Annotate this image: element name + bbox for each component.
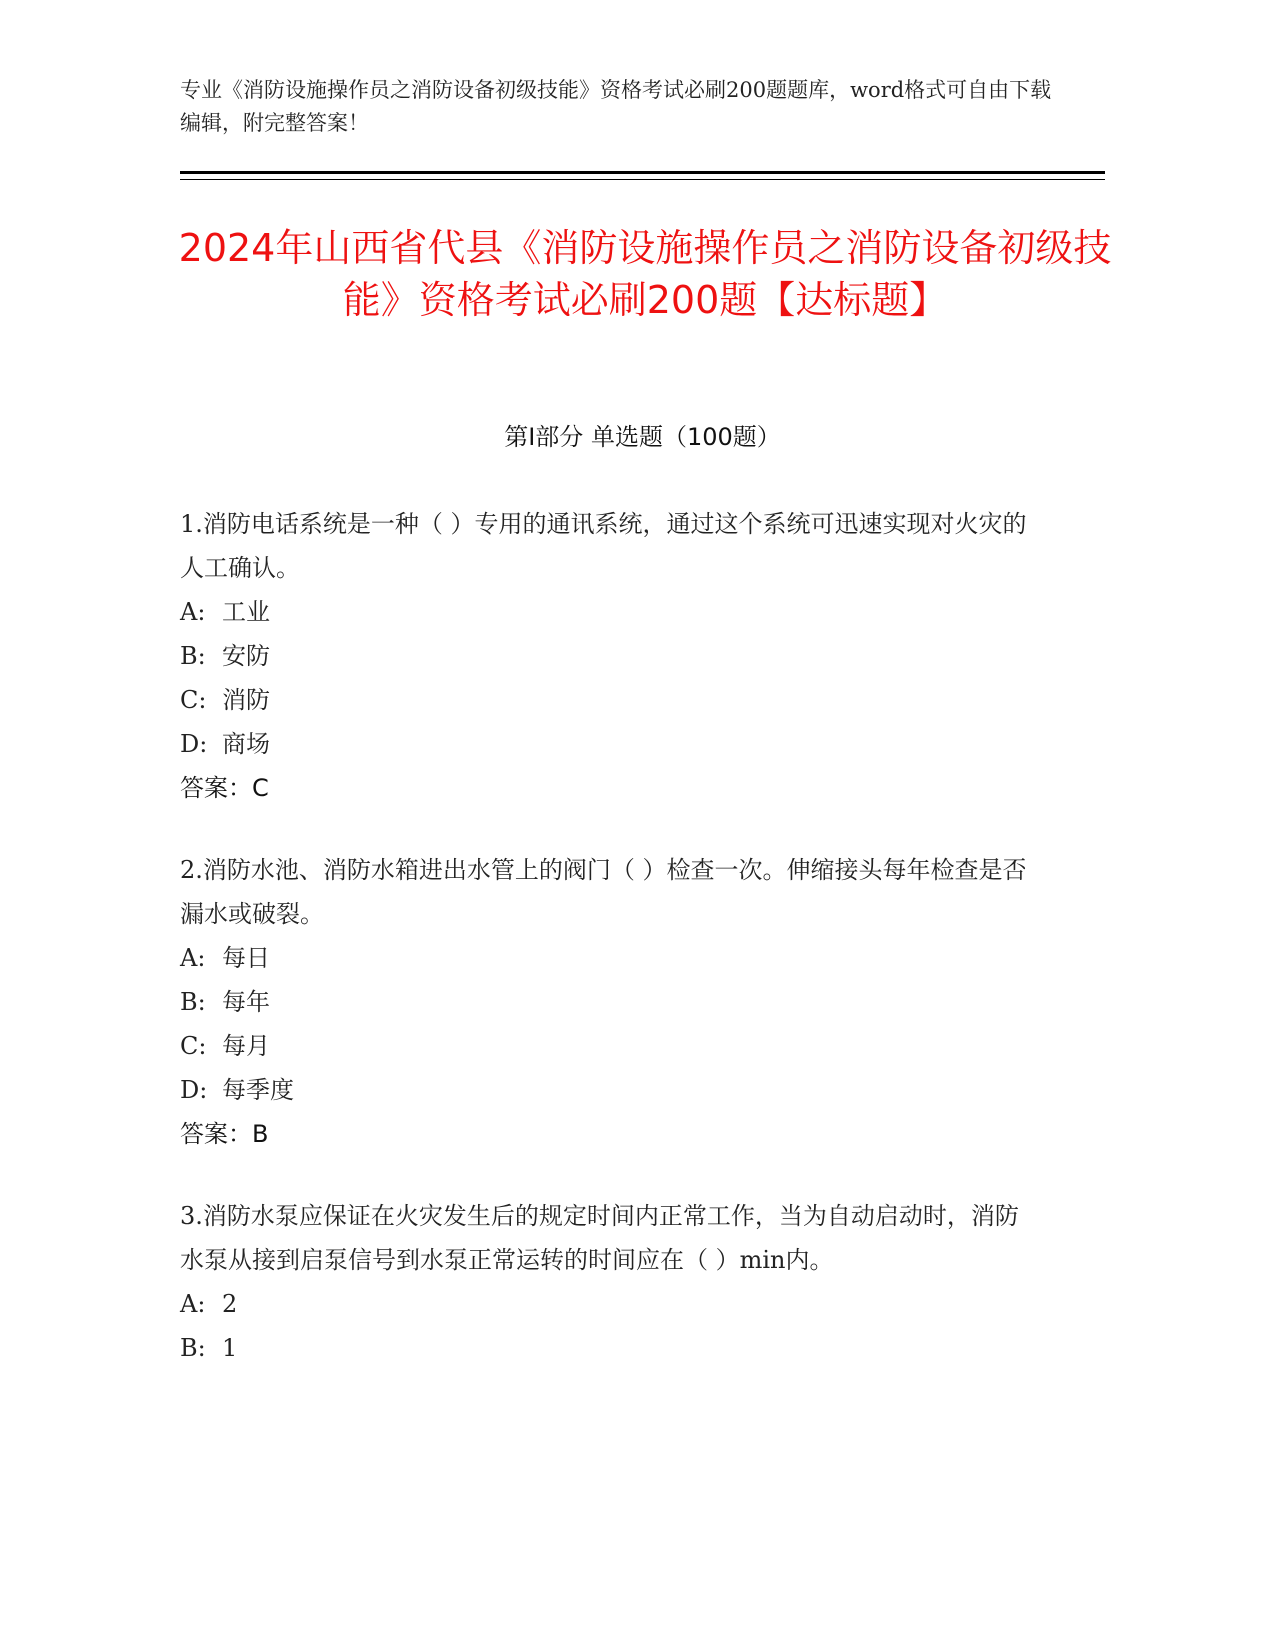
option-text: 2 [222, 1290, 238, 1318]
question-stem: 2.消防水池、消防水箱进出水管上的阀门（ ）检查一次。伸缩接头每年检查是否漏水或破裂。 [180, 856, 1027, 928]
option-b [180, 634, 1040, 678]
document-title: 2024年山西省代县《消防设施操作员之消防设备初级技能》资格考试必刷200题【达标题】 [178, 226, 1112, 322]
option-text: 工业 [222, 598, 270, 626]
option-text: 1 [222, 1334, 238, 1362]
section-title: 第I部分 单选题（100题） [504, 423, 781, 451]
option-a [180, 1282, 1040, 1326]
option-d [180, 722, 1040, 766]
option-key: D: [180, 1076, 208, 1104]
question-stem: 3.消防水泵应保证在火灾发生后的规定时间内正常工作，当为自动启动时，消防水泵从接到启泵信号到水泵正常运转的时间应在（ ）min内。 [180, 1202, 1019, 1274]
option-b [180, 980, 1040, 1024]
option-key: A: [180, 598, 206, 626]
option-key: B: [180, 642, 206, 670]
option-text: 每年 [222, 988, 270, 1016]
option-key: B: [180, 988, 206, 1016]
option-key: D: [180, 730, 208, 758]
answer: 答案：C [180, 774, 269, 802]
option-c [180, 1024, 1040, 1068]
header-rule-thick [180, 171, 1105, 174]
option-key: C: [180, 1032, 207, 1060]
option-text: 消防 [222, 686, 270, 714]
question-1 [180, 502, 1040, 810]
header-note: 专业《消防设施操作员之消防设备初级技能》资格考试必刷200题题库，word格式可自由下载编辑，附完整答案！ [180, 78, 1052, 135]
answer: 答案：B [180, 1120, 269, 1148]
option-a [180, 936, 1040, 980]
option-c [180, 678, 1040, 722]
option-text: 商场 [222, 730, 270, 758]
header-rule-thin [180, 179, 1105, 180]
option-key: B: [180, 1334, 206, 1362]
question-stem: 1.消防电话系统是一种（ ）专用的通讯系统，通过这个系统可迅速实现对火灾的人工确认。 [180, 510, 1027, 582]
option-text: 每月 [222, 1032, 270, 1060]
option-a [180, 590, 1040, 634]
option-key: A: [180, 944, 206, 972]
question-list [180, 502, 1040, 1408]
option-text: 安防 [222, 642, 270, 670]
option-key: C: [180, 686, 207, 714]
option-text: 每季度 [222, 1076, 294, 1104]
option-b [180, 1326, 1040, 1370]
option-d [180, 1068, 1040, 1112]
question-2 [180, 848, 1040, 1156]
option-key: A: [180, 1290, 206, 1318]
option-text: 每日 [222, 944, 270, 972]
question-3 [180, 1194, 1040, 1370]
